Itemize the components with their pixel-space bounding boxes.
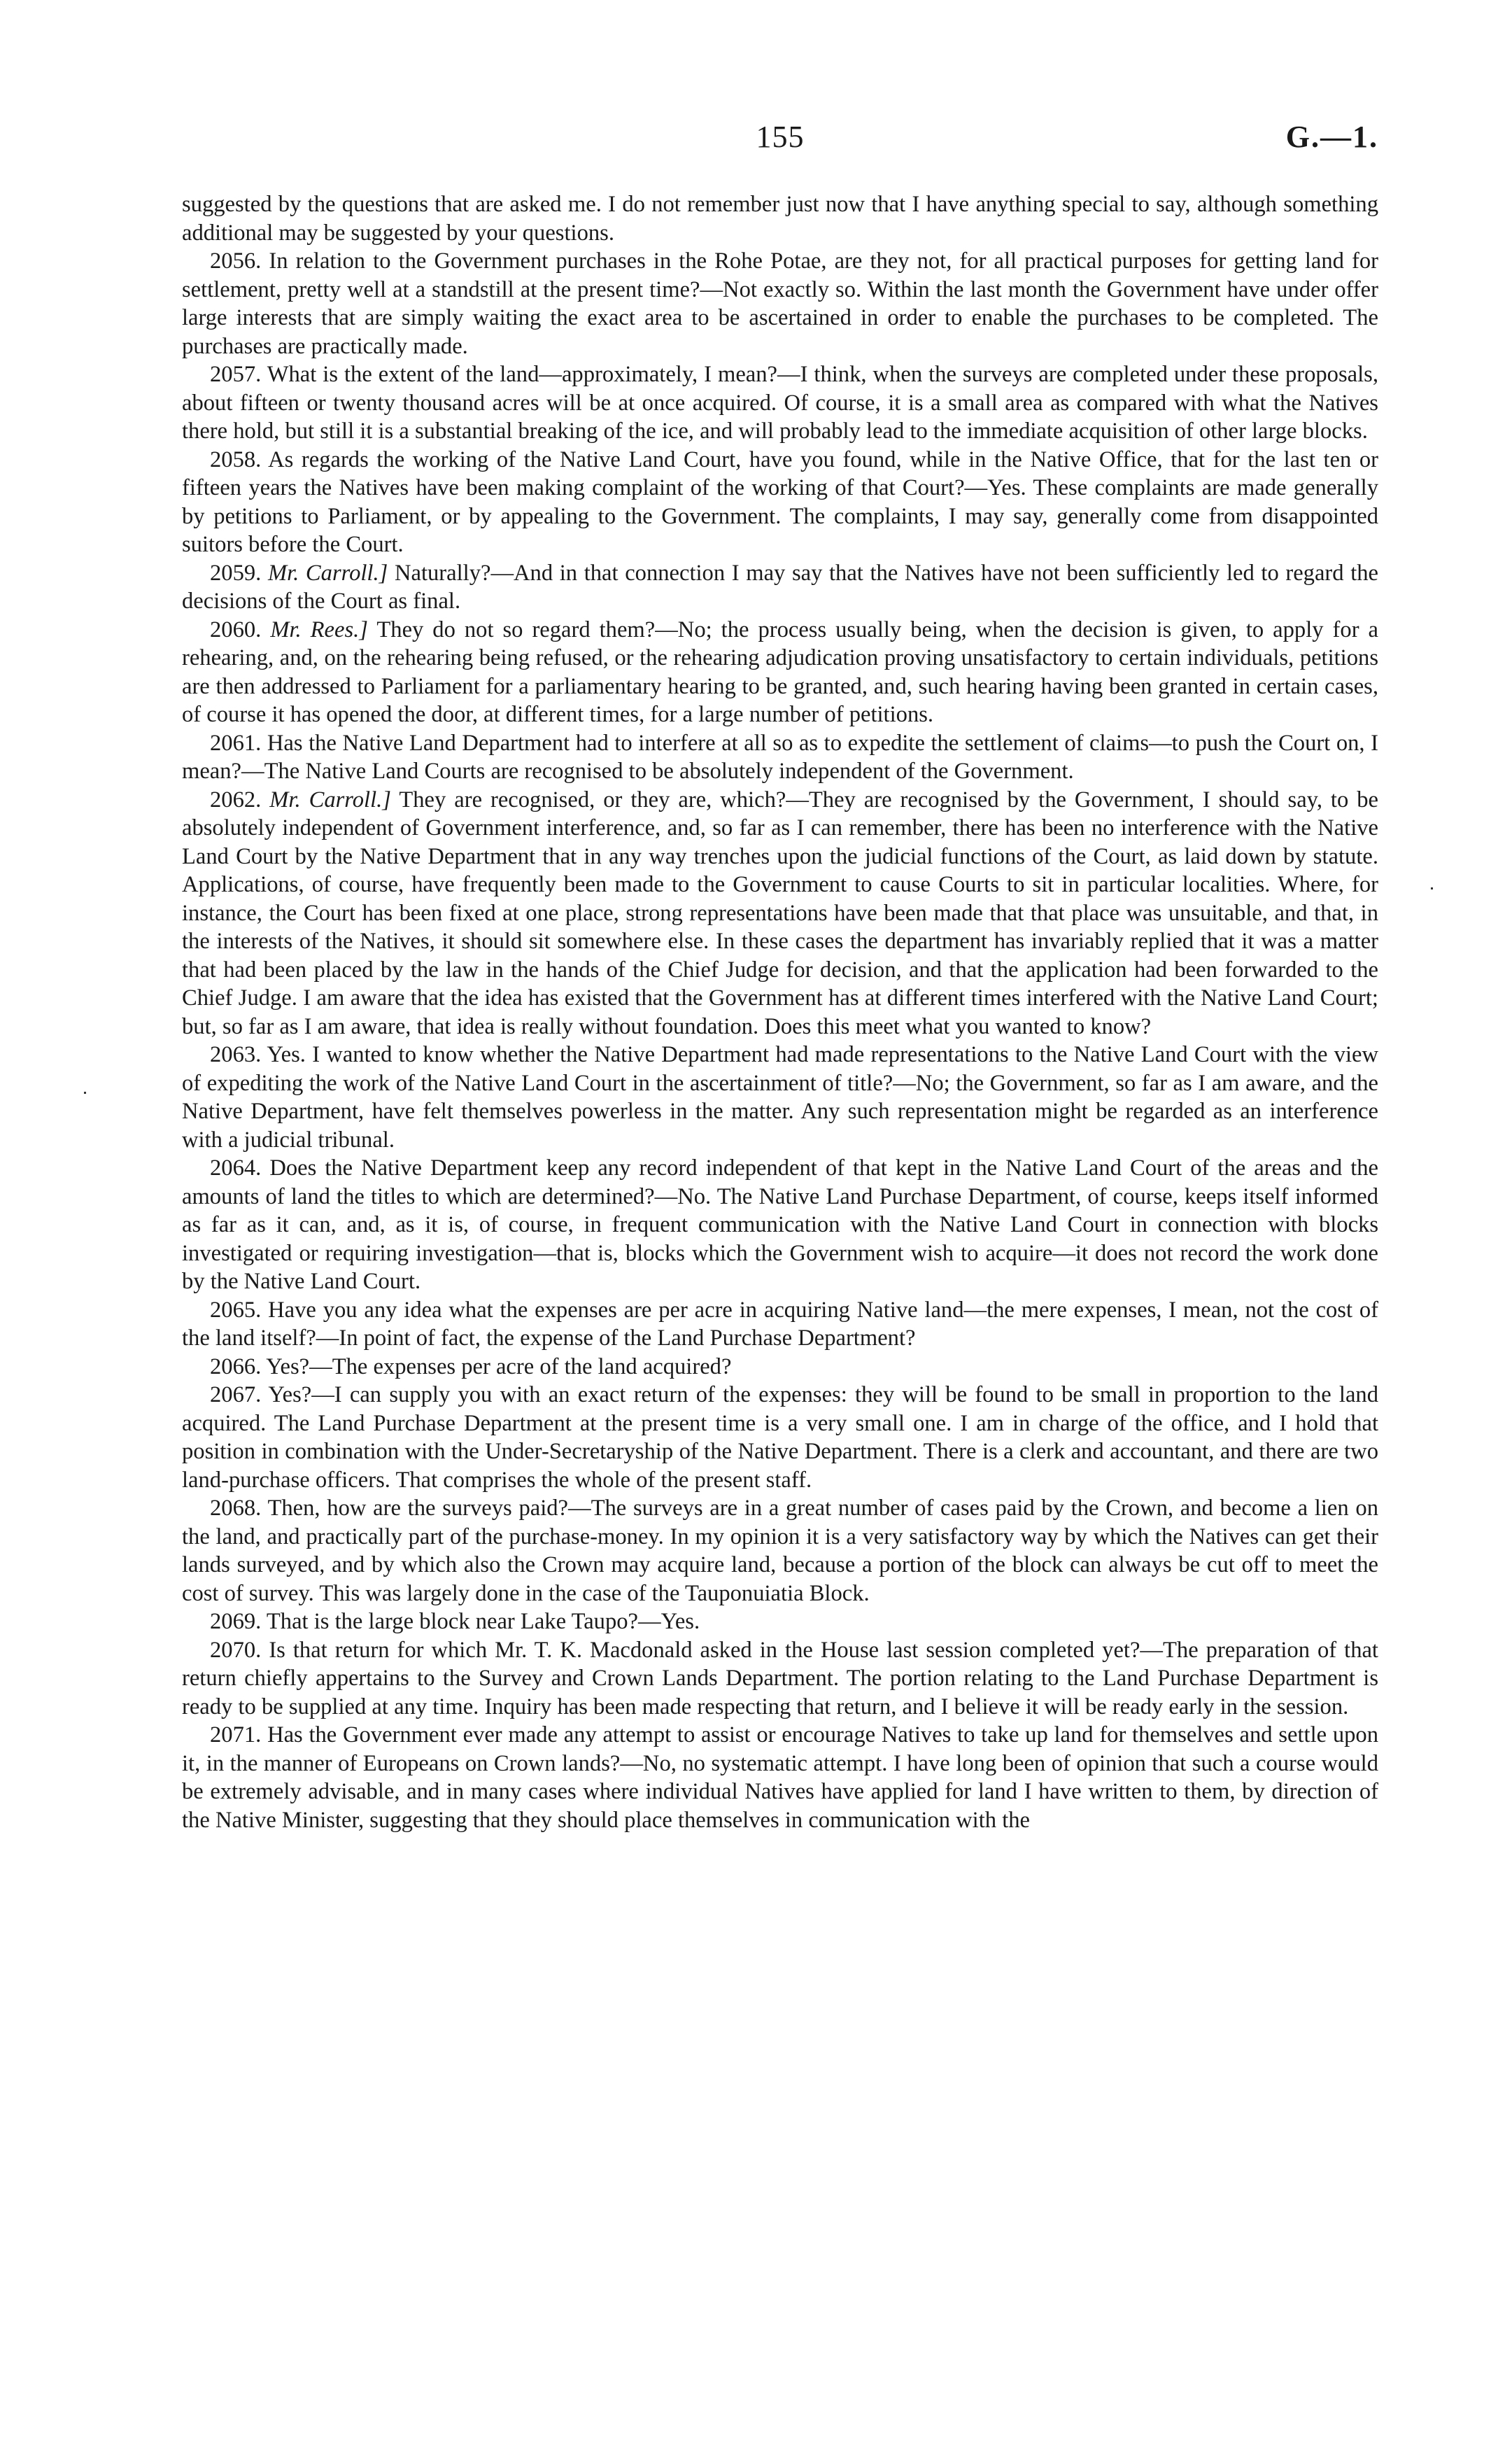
question-number: 2058.: [210, 446, 262, 472]
paragraph-text: As regards the working of the Native Land Court, have you found, while in the Native Office, that for the last ten or fifteen years the Natives have been making complaint of the working of that Court?—Yes. These complaints are made generally by petitions to Parliament, or by appealing to the Government. The complaints, I may say, generally come from disappointed suitors before the Court.: [182, 446, 1378, 557]
paragraph: [182, 1381, 1378, 1494]
question-number: 2056.: [210, 248, 262, 274]
paragraph-text: Have you any idea what the expenses are per acre in acquiring Native land—the mere expenses, I mean, not the cost of the land itself?—In point of fact, the expense of the Land Purchase Department?: [182, 1297, 1378, 1351]
paragraph: [182, 360, 1378, 446]
paragraph: [182, 1494, 1378, 1608]
margin-mark: [84, 1092, 86, 1094]
paragraph: [182, 1353, 1378, 1381]
paragraph-text: Yes?—The expenses per acre of the land acquired?: [266, 1353, 732, 1379]
paragraph-text: Does the Native Department keep any record independent of that kept in the Native Land Court of the areas and the amounts of land the titles to which are determined?—No. The Native Land Purchase Department, of course, keeps itself informed as far as it can, and, as it is, of course, in frequent communication with the Native Land Court in connection with blocks investigated or requiring investigation—that is, blocks which the Government wish to acquire—it does not record the work done by the Native Land Court.: [182, 1155, 1378, 1294]
paragraph: [182, 1041, 1378, 1154]
paragraph-text: What is the extent of the land—approximately, I mean?—I think, when the surveys are completed under these proposals, about fifteen or twenty thousand acres will be at once acquired. Of course, it is a small area as compared with what the Natives there hold, but still it is a substantial breaking of the ice, and will probably lead to the immediate acquisition of other large blocks.: [182, 362, 1378, 444]
margin-mark: [1431, 887, 1433, 889]
paragraph-text: Yes. I wanted to know whether the Native Department had made representations to the Native Land Court with the view of expediting the work of the Native Land Court in the ascertainment of title?—No; the Government, so far as I am aware, and the Native Department, have felt themselves powerless in the matter. Any such representation might be regarded as an interference with a judicial tribunal.: [182, 1042, 1378, 1153]
speaker-label: Mr. Carroll.]: [269, 787, 391, 813]
paragraph: [182, 1636, 1378, 1722]
paragraph-text: Is that return for which Mr. T. K. Macdonald asked in the House last session completed yet?—The preparation of that return chiefly appertains to the Survey and Crown Lands Department. The portion relating to the Land Purchase Department is ready to be supplied at any time. Inquiry has been made respecting that return, and I believe it will be ready early in the session.: [182, 1637, 1378, 1719]
document-reference: G.—1.: [1285, 120, 1378, 154]
paragraph-text: Then, how are the surveys paid?—The surveys are in a great number of cases paid by the Crown, and become a lien on the land, and practically part of the purchase-money. In my opinion it is a very satisfactory way by which the Natives can get their lands surveyed, and by which also the Crown may acquire land, because a portion of the block can always be cut off to meet the cost of survey. This was largely done in the case of the Tauponuiatia Block.: [182, 1496, 1378, 1606]
paragraph: [182, 1608, 1378, 1636]
question-number: 2062.: [210, 787, 262, 813]
question-number: 2060.: [210, 617, 262, 642]
question-number: 2065.: [210, 1297, 262, 1323]
paragraph-text: In relation to the Government purchases in the Rohe Potae, are they not, for all practical purposes for getting land for settlement, pretty well at a standstill at the present time?—Not exactly so. Within the last month the Government have under offer large interests that are simply waiting the exact area to be ascertained in order to enable the purchases to be completed. The purchases are practically made.: [182, 248, 1378, 359]
paragraph-text: They do not so regard them?—No; the process usually being, when the decision is given, to apply for a rehearing, and, on the rehearing being refused, or the rehearing adjudication proving unsatisfactory to certain individuals, petitions are then addressed to Parliament for a parliamentary hearing to be granted, and, such hearing having been granted in certain cases, of course it has opened the door, at different times, for a large number of petitions.: [182, 617, 1378, 727]
question-number: 2067.: [210, 1382, 262, 1407]
question-number: 2057.: [210, 362, 262, 387]
speaker-label: Mr. Rees.]: [270, 617, 368, 642]
paragraph: [182, 786, 1378, 1041]
question-number: 2068.: [210, 1496, 262, 1521]
paragraph: [182, 559, 1378, 616]
page-header: [182, 119, 1378, 161]
paragraph: [182, 616, 1378, 729]
paragraph-text: Naturally?—And in that connection I may say that the Natives have not been sufficiently led to regard the decisions of the Court as final.: [182, 560, 1378, 614]
question-number: 2061.: [210, 730, 262, 756]
question-number: 2066.: [210, 1353, 262, 1379]
paragraph-text: suggested by the questions that are asked me. I do not remember just now that I have anything special to say, although something additional may be suggested by your questions.: [182, 192, 1378, 246]
paragraph-text: Has the Government ever made any attempt to assist or encourage Natives to take up land for themselves and settle upon it, in the manner of Europeans on Crown lands?—No, no systematic attempt. I have long been of opinion that such a course would be extremely advisable, and in many cases where individual Natives have applied for land I have written to them, by direction of the Native Minister, suggesting that they should place themselves in communication with the: [182, 1722, 1378, 1833]
paragraph: [182, 446, 1378, 559]
question-number: 2059.: [210, 560, 262, 586]
paragraph: [182, 190, 1378, 247]
paragraph-text: They are recognised, or they are, which?—They are recognised by the Government, I should say, to be absolutely independent of Government interference, and, so far as I can remember, there has been no interference with the Native Land Court by the Native Department that in any way trenches upon the judicial functions of the Court, as laid down by statute. Applications, of course, have frequently been made to the Government to cause Courts to sit in particular localities. Where, for instance, the Court has been fixed at one place, strong representations have been made that that place was unsuitable, and that, in the interests of the Natives, it should sit somewhere else. In these cases the department has invariably replied that it was a matter that had been placed by the law in the hands of the Chief Judge for decision, and that the application had been forwarded to the Chief Judge. I am aware that the idea has existed that the Government has at different times interfered with the Native Land Court; but, so far as I am aware, that idea is really without foundation. Does this meet what you wanted to know?: [182, 787, 1378, 1039]
paragraph: [182, 729, 1378, 786]
question-number: 2063.: [210, 1042, 262, 1067]
question-number: 2069.: [210, 1609, 262, 1634]
question-number: 2070.: [210, 1637, 262, 1663]
paragraph: [182, 247, 1378, 360]
paragraph: [182, 1721, 1378, 1834]
question-number: 2071.: [210, 1722, 262, 1747]
evidence-text: [182, 190, 1378, 1834]
question-number: 2064.: [210, 1155, 262, 1181]
page-number: 155: [756, 120, 805, 154]
speaker-label: Mr. Carroll.]: [267, 560, 388, 586]
paragraph: [182, 1296, 1378, 1353]
paragraph-text: Yes?—I can supply you with an exact return of the expenses: they will be found to be small in proportion to the land acquired. The Land Purchase Department at the present time is a very small one. I am in charge of the office, and I hold that position in combination with the Under-Secretaryship of the Native Department. There is a clerk and accountant, and there are two land-purchase officers. That comprises the whole of the present staff.: [182, 1382, 1379, 1493]
paragraph: [182, 1154, 1378, 1296]
paragraph-text: That is the large block near Lake Taupo?—Yes.: [266, 1609, 700, 1634]
paragraph-text: Has the Native Land Department had to interfere at all so as to expedite the settlement of claims—to push the Court on, I mean?—The Native Land Courts are recognised to be absolutely independent of the Government.: [182, 730, 1378, 784]
